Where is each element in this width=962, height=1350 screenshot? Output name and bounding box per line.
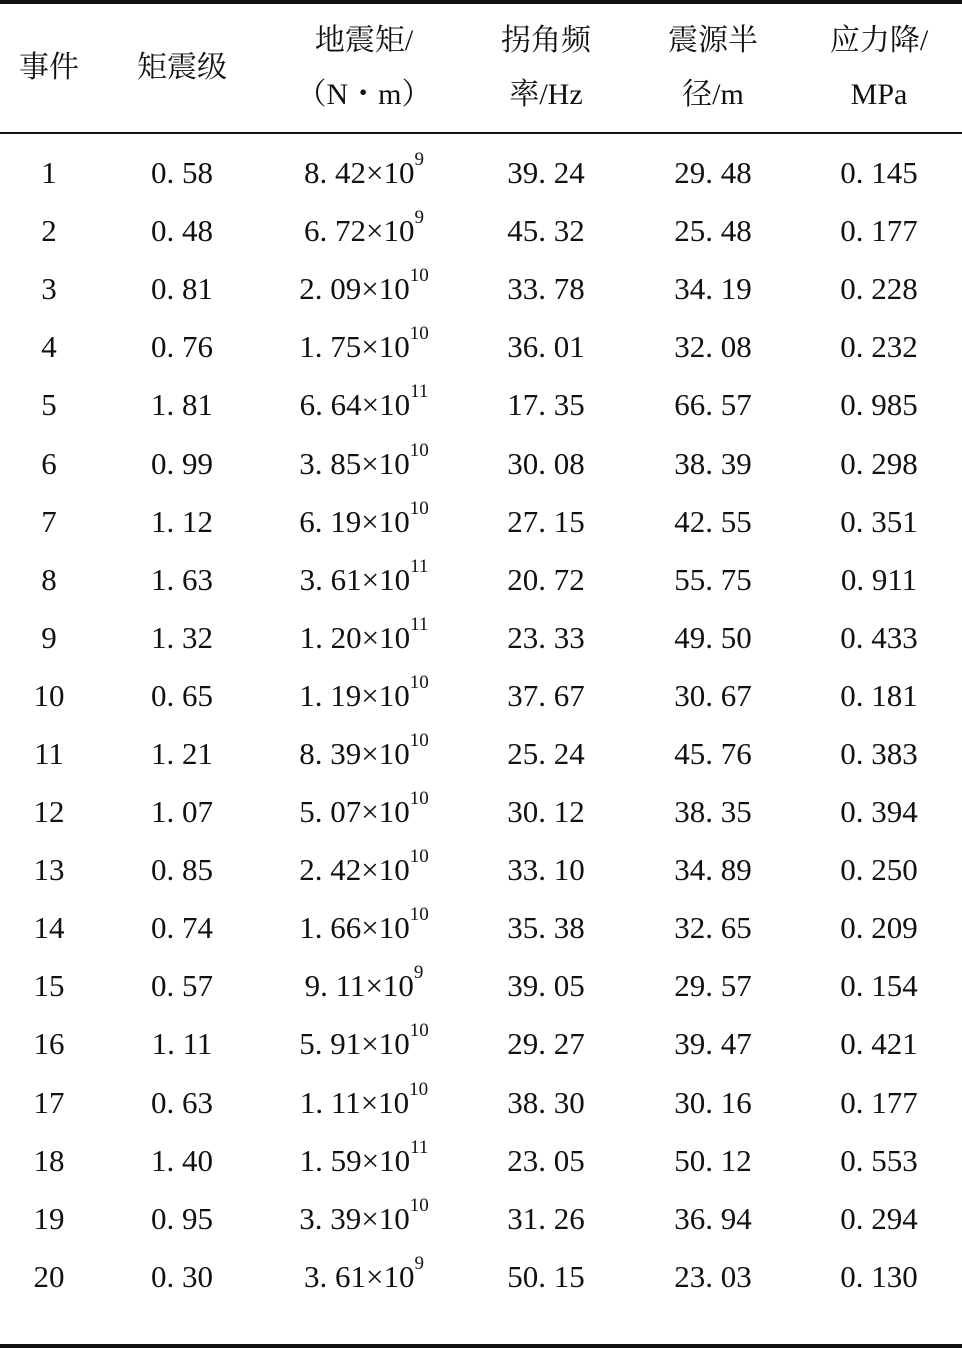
table-row <box>0 1190 962 1248</box>
cell-event: 11 <box>34 735 64 771</box>
cell-seismic-moment: 1. 19 × 10 $^{10}$ <box>299 671 429 713</box>
cell-corner-frequency: 33. 78 <box>507 271 585 307</box>
cell-seismic-moment: 2. 09 × 10 $^{10}$ <box>299 265 429 307</box>
cell-stress-drop: 0. 181 <box>840 677 918 713</box>
times-symbol: × <box>366 155 384 191</box>
exponent-base: 10 <box>379 561 411 597</box>
cell-event: 17 <box>33 1084 65 1120</box>
cell-seismic-moment: 3. 85 × 10 $^{10}$ <box>299 439 429 481</box>
header-event: 事件 <box>19 51 79 84</box>
cell-source-radius: 55. 75 <box>674 561 752 597</box>
cell-event: 4 <box>41 329 57 365</box>
cell-moment-magnitude: 0. 57 <box>151 968 213 1004</box>
table-row <box>0 144 962 202</box>
exponent-base: 10 <box>379 619 411 655</box>
exponent-base: 10 <box>379 1142 411 1178</box>
cell-seismic-moment: 3. 61 × 10 $^{11}$ <box>299 555 429 597</box>
cell-corner-frequency: 36. 01 <box>507 329 585 365</box>
cell-seismic-moment: 8. 42 × 10 $^9$ <box>304 149 424 191</box>
header-seismic-moment: 地震矩/ （N・m） <box>296 24 432 111</box>
seismic-moment-mantissa: 3. 85 <box>299 445 362 481</box>
cell-corner-frequency: 35. 38 <box>507 910 585 946</box>
times-symbol: × <box>361 503 379 539</box>
cell-event: 16 <box>33 1026 65 1062</box>
cell-event: 6 <box>41 445 57 481</box>
times-symbol: × <box>361 619 380 655</box>
cell-seismic-moment: 6. 72 × 10 $^9$ <box>304 207 424 249</box>
table-bottom-rule <box>0 1344 962 1348</box>
cell-event: 19 <box>33 1200 65 1236</box>
cell-moment-magnitude: 1. 32 <box>151 619 213 655</box>
exponent-base: 10 <box>379 387 411 423</box>
times-symbol: × <box>361 387 380 423</box>
seismic-moment-mantissa: 5. 91 <box>299 1026 362 1062</box>
cell-stress-drop: 0. 228 <box>840 271 918 307</box>
cell-source-radius: 25. 48 <box>674 213 752 249</box>
times-symbol: × <box>361 1026 379 1062</box>
cell-corner-frequency: 39. 24 <box>507 155 585 191</box>
table-row <box>0 202 962 260</box>
cell-event: 12 <box>33 794 65 830</box>
cell-event: 20 <box>33 1258 65 1294</box>
exponent-base: 10 <box>378 852 410 888</box>
cell-seismic-moment: 6. 64 × 10 $^{11}$ <box>299 381 429 423</box>
times-symbol: × <box>361 445 379 481</box>
table-row <box>0 667 962 725</box>
cell-source-radius: 36. 94 <box>674 1200 752 1236</box>
seismic-moment-mantissa: 1. 19 <box>299 677 362 713</box>
cell-event: 15 <box>33 968 65 1004</box>
table-row <box>0 725 962 783</box>
cell-source-radius: 39. 47 <box>674 1026 752 1062</box>
seismic-moment-mantissa: 6. 64 <box>299 387 362 423</box>
cell-corner-frequency: 33. 10 <box>507 852 585 888</box>
cell-event: 8 <box>41 561 57 597</box>
cell-moment-magnitude: 0. 95 <box>151 1200 213 1236</box>
cell-corner-frequency: 23. 05 <box>507 1142 585 1178</box>
cell-source-radius: 49. 50 <box>674 619 752 655</box>
seismic-moment-mantissa: 1. 66 <box>299 910 362 946</box>
times-symbol: × <box>361 1200 379 1236</box>
cell-stress-drop: 0. 250 <box>840 852 918 888</box>
cell-source-radius: 30. 67 <box>674 677 752 713</box>
times-symbol: × <box>361 677 379 713</box>
exponent-base: 10 <box>378 1200 410 1236</box>
cell-event: 1 <box>41 155 57 191</box>
cell-source-radius: 29. 57 <box>674 968 752 1004</box>
cell-stress-drop: 0. 383 <box>840 735 918 771</box>
cell-stress-drop: 0. 553 <box>840 1142 918 1178</box>
cell-moment-magnitude: 1. 40 <box>151 1142 213 1178</box>
cell-corner-frequency: 45. 32 <box>507 213 585 249</box>
cell-moment-magnitude: 0. 48 <box>151 213 213 249</box>
header-corner-frequency: 拐角频 率/Hz <box>501 24 591 111</box>
table-header-rule <box>0 132 962 134</box>
cell-moment-magnitude: 1. 21 <box>151 735 213 771</box>
cell-stress-drop: 0. 232 <box>840 329 918 365</box>
cell-corner-frequency: 17. 35 <box>507 387 585 423</box>
cell-seismic-moment: 9. 11 × 10 $^9$ <box>304 962 424 1004</box>
cell-corner-frequency: 30. 08 <box>507 445 585 481</box>
cell-stress-drop: 0. 394 <box>840 794 918 830</box>
exponent-base: 10 <box>378 794 410 830</box>
seismic-moment-mantissa: 6. 72 <box>304 213 366 249</box>
cell-moment-magnitude: 0. 65 <box>151 677 213 713</box>
cell-corner-frequency: 20. 72 <box>507 561 585 597</box>
seismic-moment-mantissa: 8. 42 <box>304 155 366 191</box>
cell-source-radius: 50. 12 <box>674 1142 752 1178</box>
seismic-moment-mantissa: 9. 11 <box>304 968 366 1004</box>
cell-event: 2 <box>41 213 57 249</box>
header-moment-magnitude: 矩震级 <box>137 51 227 84</box>
cell-stress-drop: 0. 154 <box>840 968 918 1004</box>
cell-stress-drop: 0. 177 <box>840 213 918 249</box>
cell-seismic-moment: 3. 61 × 10 $^9$ <box>304 1252 424 1294</box>
times-symbol: × <box>361 910 379 946</box>
table-row <box>0 1015 962 1073</box>
cell-stress-drop: 0. 911 <box>840 561 918 597</box>
cell-moment-magnitude: 0. 63 <box>151 1084 213 1120</box>
cell-seismic-moment: 8. 39 × 10 $^{10}$ <box>299 729 429 771</box>
table-row <box>0 841 962 899</box>
seismic-moment-mantissa: 1. 11 <box>299 1084 361 1120</box>
cell-moment-magnitude: 1. 11 <box>151 1026 213 1062</box>
cell-event: 5 <box>41 387 57 423</box>
cell-source-radius: 38. 39 <box>674 445 752 481</box>
cell-source-radius: 32. 08 <box>674 329 752 365</box>
exponent-base: 10 <box>383 213 415 249</box>
cell-corner-frequency: 50. 15 <box>507 1258 585 1294</box>
cell-corner-frequency: 30. 12 <box>507 794 585 830</box>
cell-stress-drop: 0. 351 <box>840 503 918 539</box>
cell-moment-magnitude: 1. 63 <box>151 561 213 597</box>
header-source-radius: 震源半 径/m <box>668 24 758 111</box>
cell-seismic-moment: 5. 91 × 10 $^{10}$ <box>299 1020 429 1062</box>
exponent-base: 10 <box>378 1026 410 1062</box>
cell-source-radius: 38. 35 <box>674 794 752 830</box>
seismic-moment-mantissa: 1. 75 <box>299 329 362 365</box>
seismic-moment-mantissa: 3. 61 <box>304 1258 366 1294</box>
cell-seismic-moment: 1. 66 × 10 $^{10}$ <box>299 904 429 946</box>
times-symbol: × <box>361 329 379 365</box>
cell-stress-drop: 0. 145 <box>840 155 918 191</box>
cell-corner-frequency: 37. 67 <box>507 677 585 713</box>
times-symbol: × <box>361 794 379 830</box>
cell-event: 9 <box>41 619 57 655</box>
cell-event: 13 <box>33 852 65 888</box>
cell-corner-frequency: 38. 30 <box>507 1084 585 1120</box>
cell-stress-drop: 0. 985 <box>840 387 918 423</box>
cell-seismic-moment: 1. 75 × 10 $^{10}$ <box>299 323 429 365</box>
cell-source-radius: 45. 76 <box>674 735 752 771</box>
cell-stress-drop: 0. 433 <box>840 619 918 655</box>
seismic-moment-mantissa: 2. 42 <box>299 852 362 888</box>
cell-seismic-moment: 3. 39 × 10 $^{10}$ <box>299 1194 429 1236</box>
cell-seismic-moment: 5. 07 × 10 $^{10}$ <box>299 788 429 830</box>
table-row <box>0 260 962 318</box>
times-symbol: × <box>365 968 383 1004</box>
seismic-moment-mantissa: 3. 39 <box>299 1200 362 1236</box>
cell-source-radius: 32. 65 <box>674 910 752 946</box>
table-row <box>0 434 962 492</box>
seismic-moment-mantissa: 2. 09 <box>299 271 362 307</box>
times-symbol: × <box>361 1142 380 1178</box>
table-row <box>0 609 962 667</box>
seismic-moment-mantissa: 1. 59 <box>299 1142 362 1178</box>
times-symbol: × <box>361 852 379 888</box>
cell-moment-magnitude: 1. 12 <box>151 503 213 539</box>
times-symbol: × <box>360 1084 379 1120</box>
cell-source-radius: 34. 19 <box>674 271 752 307</box>
cell-source-radius: 66. 57 <box>674 387 752 423</box>
cell-corner-frequency: 27. 15 <box>507 503 585 539</box>
exponent-base: 10 <box>378 677 410 713</box>
cell-event: 3 <box>41 271 57 307</box>
cell-source-radius: 29. 48 <box>674 155 752 191</box>
cell-seismic-moment: 2. 42 × 10 $^{10}$ <box>299 846 429 888</box>
table-body <box>0 144 962 1306</box>
times-symbol: × <box>361 271 379 307</box>
exponent-base: 10 <box>378 735 410 771</box>
seismic-moment-mantissa: 3. 61 <box>299 561 362 597</box>
cell-corner-frequency: 31. 26 <box>507 1200 585 1236</box>
exponent-base: 10 <box>378 445 410 481</box>
cell-stress-drop: 0. 298 <box>840 445 918 481</box>
times-symbol: × <box>366 213 384 249</box>
cell-seismic-moment: 1. 59 × 10 $^{11}$ <box>299 1136 429 1178</box>
exponent-base: 10 <box>378 1084 410 1120</box>
seismic-moment-mantissa: 6. 19 <box>299 503 362 539</box>
cell-event: 18 <box>33 1142 65 1178</box>
times-symbol: × <box>361 735 379 771</box>
cell-seismic-moment: 1. 11 × 10 $^{10}$ <box>299 1078 429 1120</box>
cell-corner-frequency: 25. 24 <box>507 735 585 771</box>
cell-moment-magnitude: 0. 58 <box>151 155 213 191</box>
cell-seismic-moment: 6. 19 × 10 $^{10}$ <box>299 497 429 539</box>
cell-source-radius: 34. 89 <box>674 852 752 888</box>
cell-event: 7 <box>41 503 57 539</box>
table-row <box>0 783 962 841</box>
exponent-base: 10 <box>378 503 410 539</box>
exponent-base: 10 <box>378 329 410 365</box>
table-row <box>0 318 962 376</box>
cell-source-radius: 30. 16 <box>674 1084 752 1120</box>
table-header <box>0 4 962 132</box>
cell-moment-magnitude: 0. 74 <box>151 910 213 946</box>
table-row <box>0 1132 962 1190</box>
header-stress-drop: 应力降/ MPa <box>829 24 929 111</box>
cell-moment-magnitude: 0. 76 <box>151 329 213 365</box>
cell-moment-magnitude: 1. 07 <box>151 794 213 830</box>
cell-moment-magnitude: 0. 30 <box>151 1258 213 1294</box>
cell-source-radius: 42. 55 <box>674 503 752 539</box>
times-symbol: × <box>361 561 380 597</box>
cell-moment-magnitude: 1. 81 <box>151 387 213 423</box>
seismic-moment-mantissa: 1. 20 <box>299 619 362 655</box>
cell-moment-magnitude: 0. 85 <box>151 852 213 888</box>
cell-event: 10 <box>33 677 65 713</box>
seismic-moment-mantissa: 8. 39 <box>299 735 362 771</box>
cell-moment-magnitude: 0. 81 <box>151 271 213 307</box>
table-row <box>0 1248 962 1306</box>
exponent-base: 10 <box>382 968 414 1004</box>
cell-corner-frequency: 29. 27 <box>507 1026 585 1062</box>
cell-event: 14 <box>33 910 65 946</box>
cell-moment-magnitude: 0. 99 <box>151 445 213 481</box>
cell-corner-frequency: 39. 05 <box>507 968 585 1004</box>
cell-stress-drop: 0. 294 <box>840 1200 918 1236</box>
table-row <box>0 376 962 434</box>
table-row <box>0 957 962 1015</box>
times-symbol: × <box>366 1258 384 1294</box>
cell-stress-drop: 0. 209 <box>840 910 918 946</box>
exponent-base: 10 <box>383 155 415 191</box>
table-row <box>0 1074 962 1132</box>
cell-stress-drop: 0. 177 <box>840 1084 918 1120</box>
cell-stress-drop: 0. 421 <box>840 1026 918 1062</box>
exponent-base: 10 <box>378 910 410 946</box>
cell-stress-drop: 0. 130 <box>840 1258 918 1294</box>
table-row <box>0 899 962 957</box>
cell-seismic-moment: 1. 20 × 10 $^{11}$ <box>299 613 429 655</box>
table-row <box>0 493 962 551</box>
seismic-moment-mantissa: 5. 07 <box>299 794 362 830</box>
cell-source-radius: 23. 03 <box>674 1258 752 1294</box>
cell-corner-frequency: 23. 33 <box>507 619 585 655</box>
exponent-base: 10 <box>383 1258 415 1294</box>
exponent-base: 10 <box>378 271 410 307</box>
table-row <box>0 551 962 609</box>
